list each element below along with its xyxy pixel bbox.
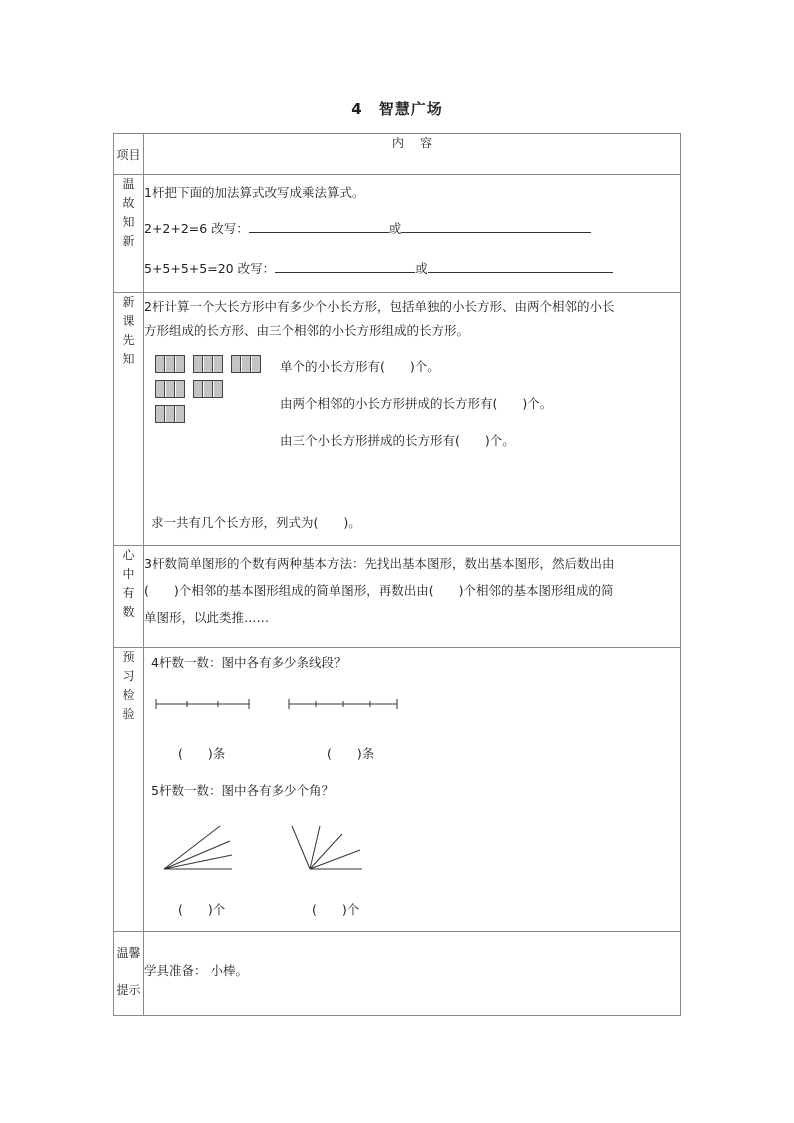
q4-answer-1: ( )条 xyxy=(178,746,226,761)
section-preview-content xyxy=(144,648,681,932)
worksheet-table xyxy=(113,133,681,1016)
section-preview-label-cell xyxy=(114,648,144,932)
header-content-char-2: 容 xyxy=(420,136,433,150)
q1-eq2-blank-2[interactable] xyxy=(428,260,613,273)
rect-figure-4 xyxy=(155,380,185,398)
header-content-cell xyxy=(144,134,681,175)
q1-eq2-text: 5+5+5+5=20 改写： xyxy=(144,261,276,276)
q2-answer-1: 单个的小长方形有( )个。 xyxy=(280,359,440,374)
table-header-row xyxy=(114,134,681,175)
tips-text: 学具准备： 小棒。 xyxy=(144,963,248,978)
q5-title: 5杆数一数：图中各有多少个角？ xyxy=(151,783,334,798)
angle-figure-1 xyxy=(164,824,244,874)
q3-line-2: ( )个相邻的基本图形组成的简单图形，再数出由( )个相邻的基本图形组成的简 xyxy=(144,583,614,598)
q1-eq1-text: 2+2+2=6 改写： xyxy=(144,221,249,236)
q1-eq1-blank-1[interactable] xyxy=(249,220,389,233)
q2-answer-2: 由两个相邻的小长方形拼成的长方形有( )个。 xyxy=(280,396,553,411)
section-newlesson-content xyxy=(144,293,681,546)
q1-eq2-or: 或 xyxy=(415,261,428,276)
segment-figure-1 xyxy=(156,698,256,710)
section-mind-content xyxy=(144,546,681,648)
section-preview xyxy=(114,648,681,932)
section-newlesson xyxy=(114,293,681,546)
q4-title: 4杆数一数：图中各有多少条线段？ xyxy=(151,655,347,670)
header-item-cell xyxy=(114,134,144,175)
rect-figure-6 xyxy=(155,405,185,423)
q1-equation-2 xyxy=(144,259,680,277)
rect-figure-1 xyxy=(155,355,185,373)
lesson-number: 4 xyxy=(351,100,363,118)
q2-line-1: 2杆计算一个大长方形中有多少个小长方形，包括单独的小长方形、由两个相邻的小长 xyxy=(144,299,615,314)
section-tips-label-2: 提示 xyxy=(116,983,141,997)
section-review-label-cell xyxy=(114,175,144,293)
q2-total: 求一共有几个长方形，列式为( )。 xyxy=(151,515,361,530)
q3-line-3: 单图形，以此类推…… xyxy=(144,610,270,625)
q1-title: 1杆把下面的加法算式改写成乘法算式。 xyxy=(144,185,365,200)
section-tips-content xyxy=(144,932,681,1016)
q5-answer-2: ( )个 xyxy=(312,902,360,917)
section-tips xyxy=(114,932,681,1016)
section-review-content xyxy=(144,175,681,293)
q2-answer-3: 由三个小长方形拼成的长方形有( )个。 xyxy=(280,433,515,448)
section-preview-label: 预习检验 xyxy=(122,650,135,721)
section-mind-label: 心中有数 xyxy=(122,548,135,619)
q3-line-1: 3杆数简单图形的个数有两种基本方法：先找出基本图形，数出基本图形，然后数出由 xyxy=(144,556,615,571)
page-title xyxy=(0,98,794,119)
header-content-char-1: 内 xyxy=(391,136,404,150)
header-item-label: 项目 xyxy=(116,147,141,162)
section-mind xyxy=(114,546,681,648)
rect-figure-5 xyxy=(193,380,223,398)
q1-eq1-blank-2[interactable] xyxy=(401,220,591,233)
section-tips-label-1: 温馨 xyxy=(116,946,141,960)
q4-answer-2: ( )条 xyxy=(327,746,375,761)
rect-figure-2 xyxy=(193,355,223,373)
q1-eq2-blank-1[interactable] xyxy=(275,260,415,273)
rect-figure-3 xyxy=(231,355,261,373)
q2-line-2: 方形组成的长方形、由三个相邻的小长方形组成的长方形。 xyxy=(144,323,470,338)
section-review xyxy=(114,175,681,293)
section-mind-label-cell xyxy=(114,546,144,648)
section-review-label: 温故知新 xyxy=(122,177,135,248)
angle-figure-2 xyxy=(290,824,370,874)
q5-answer-1: ( )个 xyxy=(178,902,226,917)
q1-equation-1 xyxy=(144,219,680,237)
section-newlesson-label: 新课先知 xyxy=(122,295,135,366)
segment-figure-2 xyxy=(289,698,401,710)
q1-eq1-or: 或 xyxy=(388,221,402,236)
section-newlesson-label-cell xyxy=(114,293,144,546)
section-tips-label-cell xyxy=(114,932,144,1016)
lesson-title: 智慧广场 xyxy=(378,100,443,118)
